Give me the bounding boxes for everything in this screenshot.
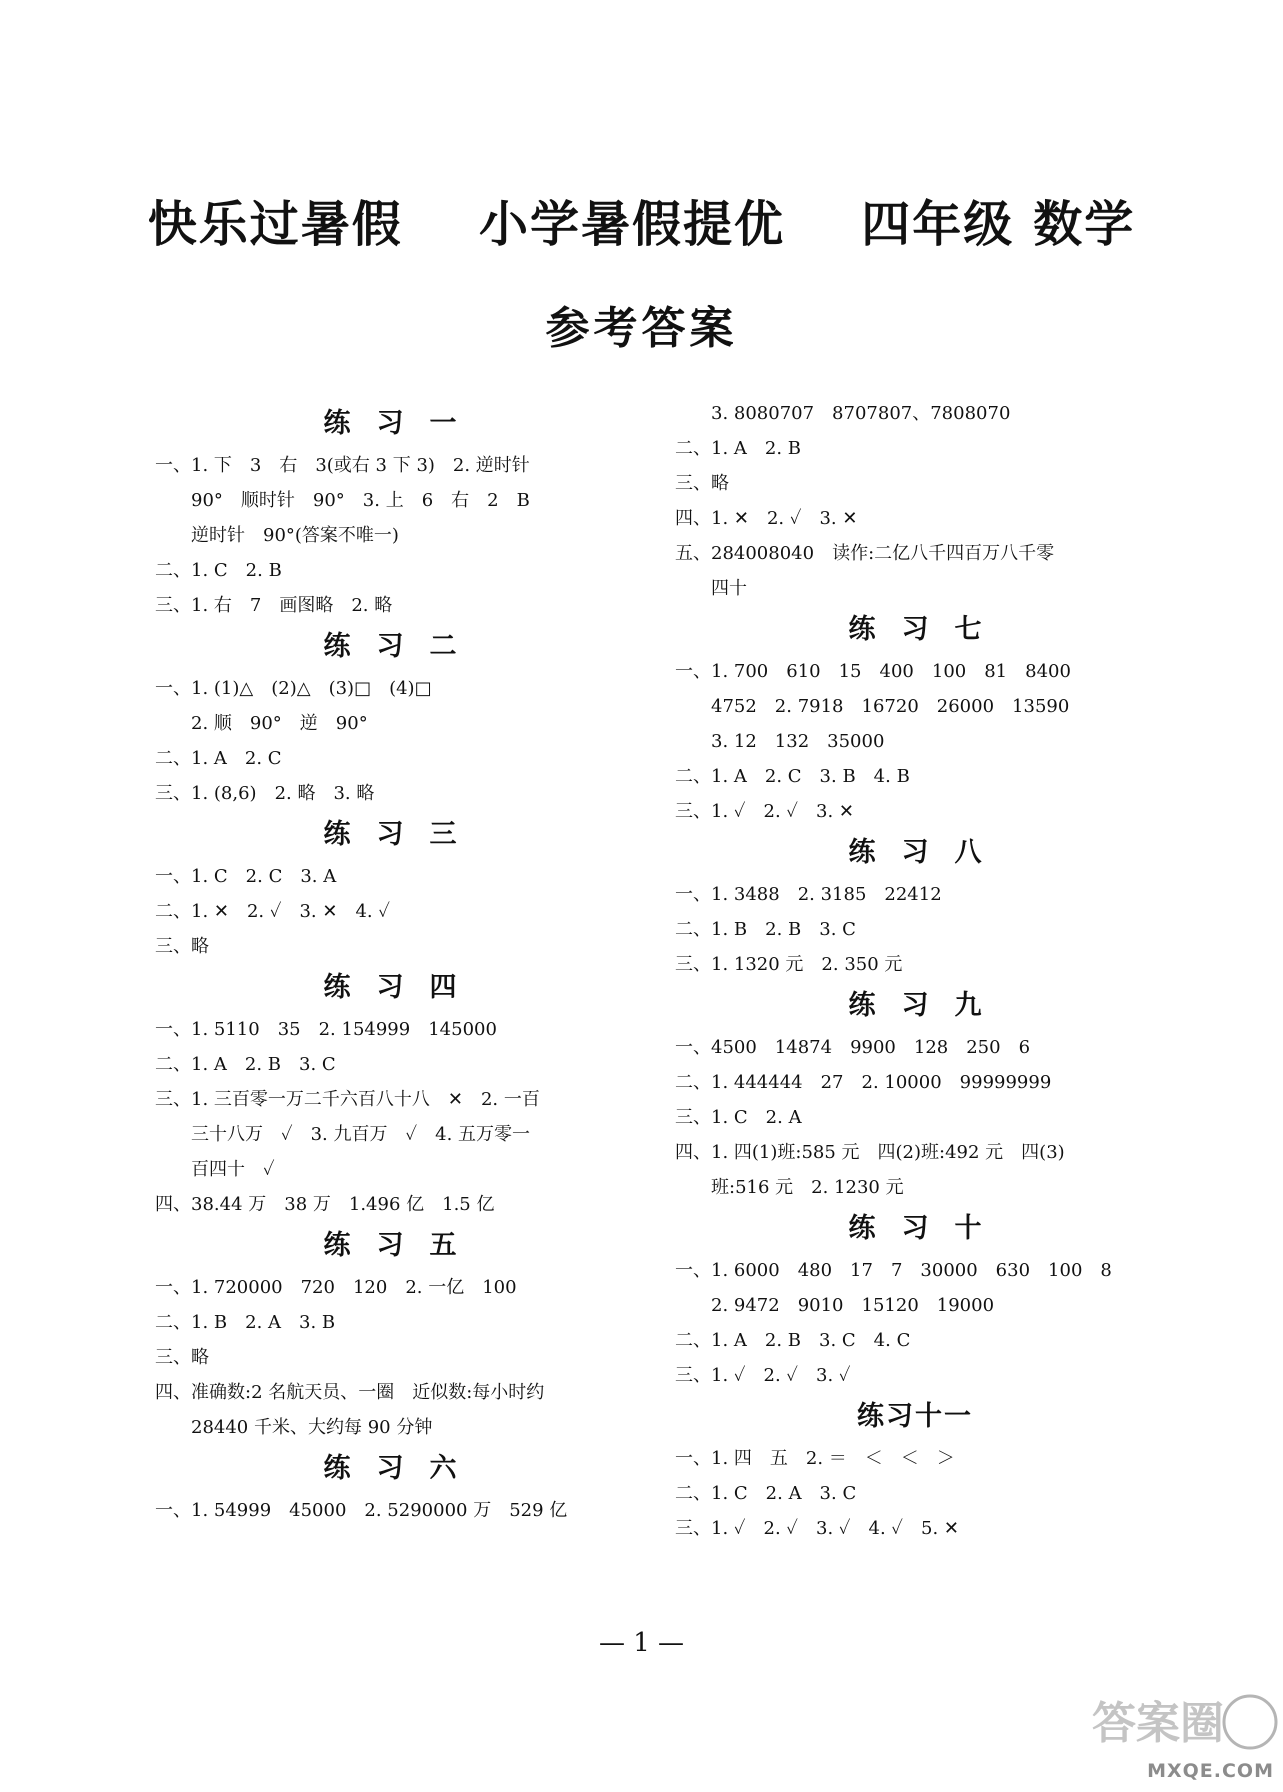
section-heading: 练习一 — [323, 408, 483, 439]
answer-section — [675, 396, 1155, 606]
answer-line: 28440 千米、大约每 90 分钟 — [191, 1417, 433, 1438]
section-heading: 练习十一 — [857, 1401, 973, 1432]
answer-line: 二、1. C 2. B — [155, 560, 282, 581]
answer-line: 3. 8080707 8707807、7808070 — [711, 403, 1011, 424]
page-title: 快乐过暑假 小学暑假提优 四年级 数学 — [147, 196, 1136, 253]
answer-line: 一、1. C 2. C 3. A — [155, 866, 337, 887]
answer-line: 一、1. 5110 35 2. 154999 145000 — [155, 1019, 497, 1040]
section-heading: 练习六 — [323, 1453, 483, 1484]
answer-section — [675, 982, 1155, 1205]
answer-section — [155, 964, 625, 1222]
right-column — [675, 396, 1155, 1546]
answer-line: 90° 顺时针 90° 3. 上 6 右 2 B — [191, 490, 530, 511]
answer-line: 一、1. 54999 45000 2. 5290000 万 529 亿 — [155, 1500, 568, 1521]
watermark-logo-icon — [1090, 1688, 1280, 1756]
answer-line: 百四十 ✓ — [191, 1159, 275, 1180]
section-heading: 练习七 — [848, 614, 1008, 645]
answer-line: 四、38.44 万 38 万 1.496 亿 1.5 亿 — [155, 1194, 495, 1215]
answer-line: 二、1. B 2. B 3. C — [675, 919, 856, 940]
section-heading: 练习三 — [323, 819, 483, 850]
answer-line: 二、1. A 2. C 3. B 4. B — [675, 766, 910, 787]
section-heading: 练习十 — [848, 1213, 1008, 1244]
answer-line: 3. 12 132 35000 — [711, 731, 885, 752]
answer-line: 四、准确数:2 名航天员、一圈 近似数:每小时约 — [155, 1382, 545, 1403]
answer-section — [155, 811, 625, 964]
page-number: — 1 — — [598, 1628, 685, 1658]
answer-line: 二、1. A 2. B 3. C — [155, 1054, 336, 1075]
answer-line: 五、284008040 读作:二亿八千四百万八千零 — [675, 543, 1055, 564]
section-heading: 练习四 — [323, 972, 483, 1003]
answer-line: 三、1. C 2. A — [675, 1107, 802, 1128]
answer-line: 一、1. 四 五 2. ＝ ＜ ＜ ＞ — [675, 1448, 955, 1469]
answer-line: 三、1. 1320 元 2. 350 元 — [675, 954, 903, 975]
answer-line: 一、1. 720000 720 120 2. 一亿 100 — [155, 1277, 517, 1298]
answer-line: 三、略 — [155, 936, 209, 957]
answer-line: 一、1. (1)△ (2)△ (3)□ (4)□ — [155, 678, 432, 699]
answer-line: 三、1. ✓ 2. ✓ 3. ✕ — [675, 801, 854, 822]
answer-line: 逆时针 90°(答案不唯一) — [191, 525, 399, 546]
section-heading: 练习五 — [323, 1230, 483, 1261]
answer-section — [675, 606, 1155, 829]
section-heading: 练习九 — [848, 990, 1008, 1021]
watermark-url: MXQE.COM — [1147, 1760, 1274, 1782]
answer-line: 2. 顺 90° 逆 90° — [191, 713, 368, 734]
answer-line: 三、1. ✓ 2. ✓ 3. ✓ 4. ✓ 5. ✕ — [675, 1518, 959, 1539]
answer-line: 四十 — [711, 578, 747, 599]
answer-line: 一、1. 700 610 15 400 100 81 8400 — [675, 661, 1071, 682]
answer-line: 二、1. A 2. C — [155, 748, 282, 769]
answer-line: 一、1. 3488 2. 3185 22412 — [675, 884, 942, 905]
answer-line: 三、1. (8,6) 2. 略 3. 略 — [155, 783, 375, 804]
section-heading: 练习八 — [848, 837, 1008, 868]
answer-line: 二、1. ✕ 2. ✓ 3. ✕ 4. ✓ — [155, 901, 390, 922]
answer-section — [155, 400, 625, 623]
watermark — [1090, 1688, 1280, 1788]
answer-line: 一、1. 下 3 右 3(或右 3 下 3) 2. 逆时针 — [155, 455, 530, 476]
answer-section — [675, 1205, 1155, 1393]
watermark-logo-text: 答案圈 — [1092, 1698, 1224, 1749]
answer-line: 一、1. 6000 480 17 7 30000 630 100 8 — [675, 1260, 1112, 1281]
answer-line: 三、略 — [155, 1347, 209, 1368]
answer-line: 2. 9472 9010 15120 19000 — [711, 1295, 995, 1316]
answer-line: 四、1. 四(1)班:585 元 四(2)班:492 元 四(3) — [675, 1142, 1065, 1163]
answer-section — [155, 1222, 625, 1445]
answer-line: 三、1. 三百零一万二千六百八十八 ✕ 2. 一百 — [155, 1089, 540, 1110]
answer-section — [155, 623, 625, 811]
answer-line: 二、1. C 2. A 3. C — [675, 1483, 857, 1504]
answer-line: 二、1. 444444 27 2. 10000 99999999 — [675, 1072, 1052, 1093]
answer-section — [675, 829, 1155, 982]
answer-line: 三、1. 右 7 画图略 2. 略 — [155, 595, 393, 616]
answer-line: 四、1. ✕ 2. ✓ 3. ✕ — [675, 508, 858, 529]
left-column — [155, 400, 625, 1528]
answer-line: 4752 2. 7918 16720 26000 13590 — [711, 696, 1070, 717]
answer-line: 二、1. A 2. B 3. C 4. C — [675, 1330, 911, 1351]
page-subtitle: 参考答案 — [545, 303, 738, 354]
answer-line: 二、1. B 2. A 3. B — [155, 1312, 336, 1333]
answer-line: 三、1. ✓ 2. ✓ 3. ✓ — [675, 1365, 851, 1386]
answer-section — [155, 1445, 625, 1528]
answer-line: 二、1. A 2. B — [675, 438, 802, 459]
answer-line: 一、4500 14874 9900 128 250 6 — [675, 1037, 1031, 1058]
answer-line: 三十八万 ✓ 3. 九百万 ✓ 4. 五万零一 — [191, 1124, 531, 1145]
answer-section — [675, 1393, 1155, 1546]
answer-line: 三、略 — [675, 473, 729, 494]
section-heading: 练习二 — [323, 631, 483, 662]
answer-line: 班:516 元 2. 1230 元 — [711, 1177, 904, 1198]
